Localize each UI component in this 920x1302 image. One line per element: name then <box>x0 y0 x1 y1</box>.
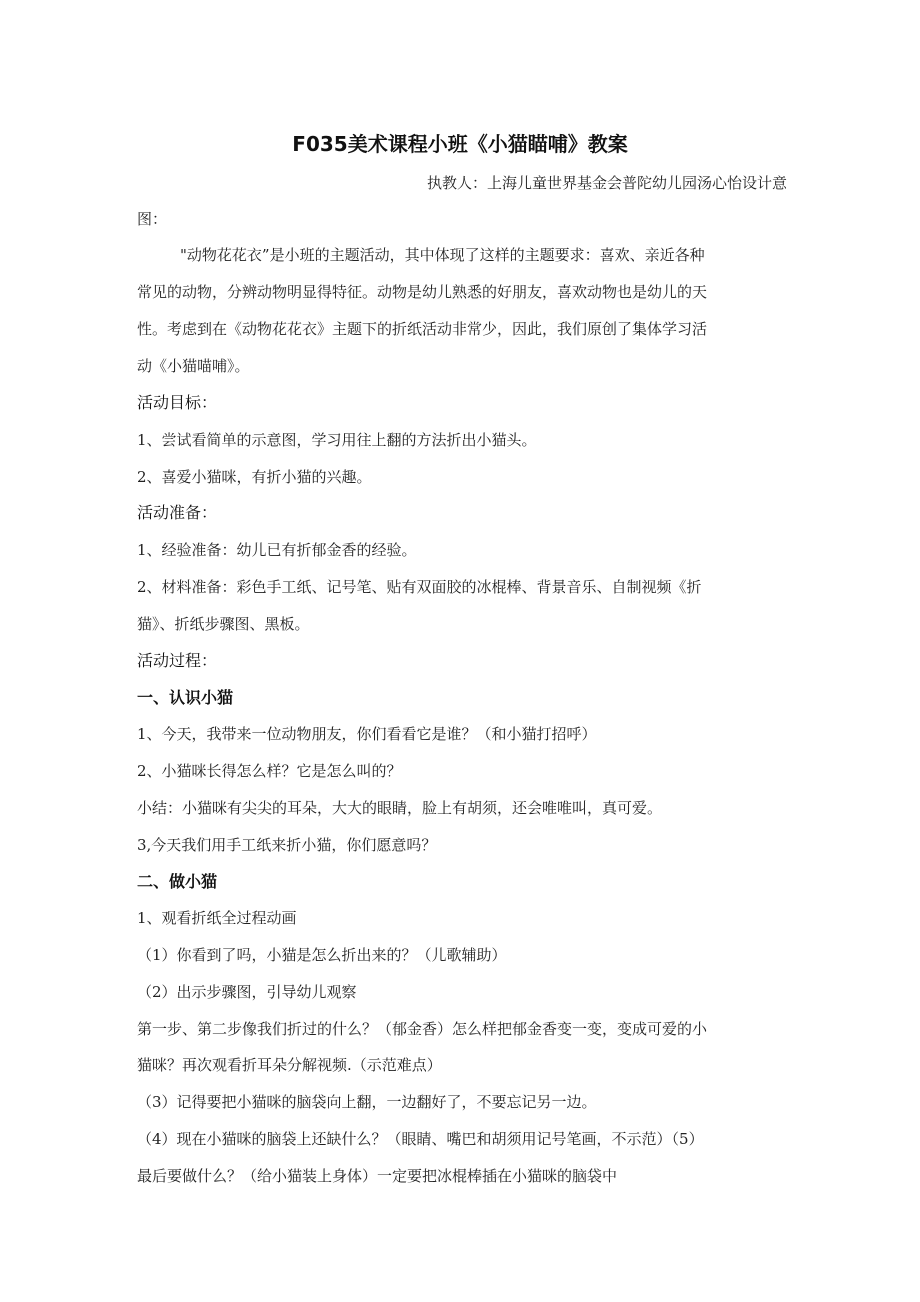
process-item: （2）出示步骤图，引导幼儿观察 <box>137 983 357 1001</box>
process-item: 1、观看折纸全过程动画 <box>137 909 297 927</box>
goal-item: 2、喜爱小猫咪，有折小猫的兴趣。 <box>137 468 372 486</box>
process-item: （3）记得要把小猫咪的脑袋向上翻，一边翻好了，不要忘记另一边。 <box>137 1093 597 1111</box>
prep-heading: 活动准备： <box>137 503 218 522</box>
process-item: 第一步、第二步像我们折过的什么？（郁金香）怎么样把郁金香变一变，变成可爱的小 <box>137 1020 708 1038</box>
prep-item: 2、材料准备：彩色手工纸、记号笔、贴有双面胶的冰棍棒、背景音乐、自制视频《折 <box>137 578 702 596</box>
process-heading: 活动过程： <box>137 651 218 670</box>
intro-line: 常见的动物，分辨动物明显得特征。动物是幼儿熟悉的好朋友，喜欢动物也是幼儿的天 <box>137 283 708 301</box>
prep-item: 猫》、折纸步骤图、黑板。 <box>137 615 310 633</box>
intro-line: 动《小猫喵哺》。 <box>137 357 250 375</box>
process-summary: 小结：小猫咪有尖尖的耳朵，大大的眼睛，脸上有胡须，还会唯唯叫，真可爱。 <box>137 799 663 817</box>
section-heading: 一、认识小猫 <box>137 688 234 707</box>
process-item: （1）你看到了吗，小猫是怎么折出来的？（儿歌辅助） <box>137 946 507 964</box>
process-item: 最后要做什么？（给小猫装上身体）一定要把冰棍棒插在小猫咪的脑袋中 <box>137 1167 618 1185</box>
intro-line: 性。考虑到在《动物花花衣》主题下的折纸活动非常少，因此，我们原创了集体学习活 <box>137 320 708 338</box>
document-title: F035美术课程小班《小猫瞄哺》教案 <box>292 132 628 156</box>
goal-item: 1、尝试看简单的示意图，学习用往上翻的方法折出小猫头。 <box>137 431 537 449</box>
byline-continuation: 图： <box>137 210 168 228</box>
process-item: 猫咪？再次观看折耳朵分解视频.（示范难点） <box>137 1056 442 1074</box>
process-item: 2、小猫咪长得怎么样？它是怎么叫的？ <box>137 762 402 780</box>
prep-item: 1、经验准备：幼儿已有折郁金香的经验。 <box>137 541 417 559</box>
goals-heading: 活动目标： <box>137 393 218 412</box>
process-item: （4）现在小猫咪的脑袋上还缺什么？（眼睛、嘴巴和胡须用记号笔画，不示范）（5） <box>137 1130 704 1148</box>
byline: 执教人：上海儿童世界基金会普陀幼儿园汤心怡设计意 <box>426 174 787 192</box>
intro-line: "动物花花衣”是小班的主题活动，其中体现了这样的主题要求：喜欢、亲近各种 <box>180 246 705 264</box>
process-item: 1、今天，我带来一位动物朋友，你们看看它是谁？（和小猫打招呼） <box>137 725 597 743</box>
process-item: 3,今天我们用手工纸来折小猫，你们愿意吗？ <box>137 836 437 854</box>
section-heading: 二、做小猫 <box>137 872 218 891</box>
